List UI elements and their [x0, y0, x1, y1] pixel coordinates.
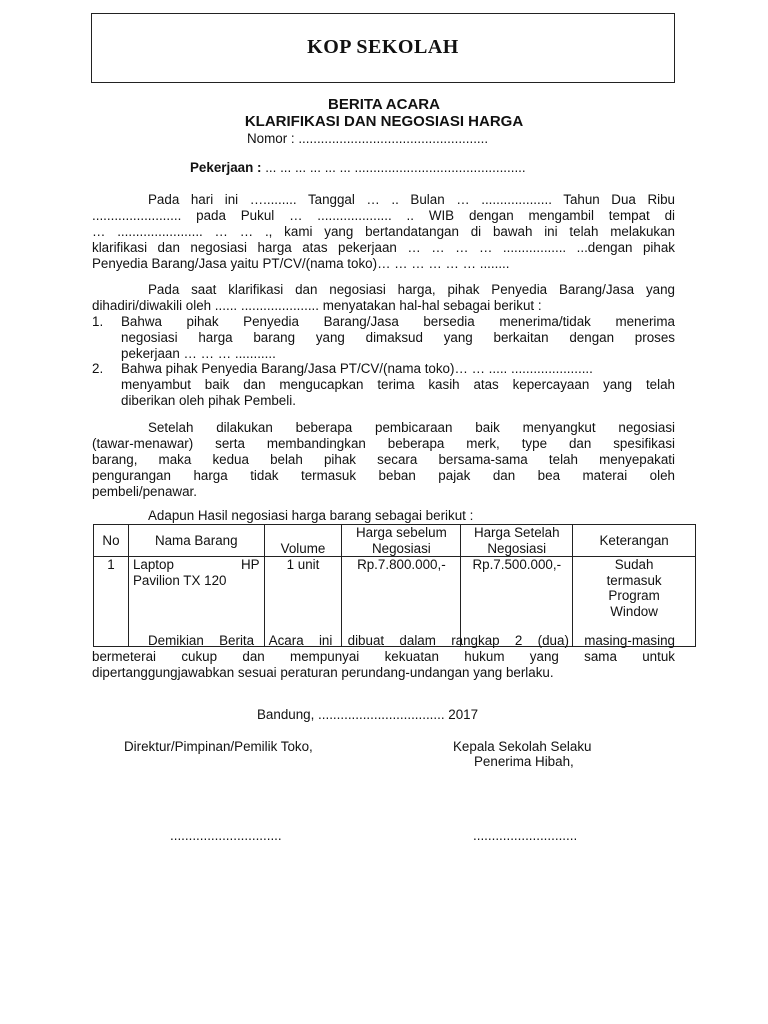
list-item-line: Bahwa pihak Penyedia Barang/Jasa PT/CV/(nama toko)… … ..... ...................... — [121, 361, 593, 376]
table-intro: Adapun Hasil negosiasi harga barang sebagai berikut : — [148, 508, 474, 523]
closing-line: Demikian Berita Acara ini dibuat dalam rangkap 2 (dua) masing-masing — [148, 633, 675, 648]
document-number: Nomor : ................................................... — [247, 131, 489, 146]
cell-nama-line — [133, 557, 260, 573]
list-number: 2. — [92, 361, 104, 376]
table-header-row — [94, 525, 696, 557]
closing-line: bermeterai cukup dan mempunyai kekuatan hukum yang sama untuk — [92, 649, 675, 664]
signatory-right-title: Kepala Sekolah Selaku — [453, 739, 592, 754]
list-number: 1. — [92, 314, 104, 329]
agreement-line: barang, maka kedua belah pihak secara bersama-sama telah menyepakati — [92, 452, 675, 467]
cell-harga-setelah: Rp.7.500.000,- — [461, 557, 573, 647]
header-harga-setelah — [461, 525, 573, 557]
signatory-left-title: Direktur/Pimpinan/Pemilik Toko, — [124, 739, 313, 754]
cell-keterangan-line: Sudah — [614, 557, 654, 572]
cell-nama-word: HP — [240, 557, 260, 572]
price-table — [93, 524, 696, 647]
place-date: Bandung, .................................. 2017 — [257, 707, 479, 722]
agreement-line: Setelah dilakukan beberapa pembicaraan baik menyangkut negosiasi — [148, 420, 675, 435]
header-harga-sebelum — [342, 525, 461, 557]
letterhead-box — [91, 13, 675, 83]
cell-keterangan-line: Window — [610, 603, 658, 619]
list-item-line: pekerjaan … … … ........... — [121, 346, 276, 361]
header-harga-sebelum-line: Harga sebelum — [355, 525, 447, 540]
header-volume: Volume — [264, 525, 342, 557]
statement-line: Pada saat klarifikasi dan negosiasi harga, pihak Penyedia Barang/Jasa yang — [148, 282, 675, 297]
header-harga-setelah-line: Negosiasi — [487, 540, 547, 556]
letterhead-title: KOP SEKOLAH — [307, 36, 459, 59]
header-no: No — [94, 525, 129, 557]
document-subtitle: KLARIFIKASI DAN NEGOSIASI HARGA — [244, 113, 524, 130]
header-keterangan: Keterangan — [573, 525, 696, 557]
pekerjaan-value: ... ... ... ... ... ... .............................................. — [261, 160, 526, 175]
pekerjaan-label: Pekerjaan : — [190, 160, 262, 175]
intro-line: … ....................... … … ., kami yang bertandatangan di bawah ini telah melakukan — [92, 224, 675, 239]
pekerjaan-line — [190, 160, 526, 176]
closing-line: dipertanggungjawabkan sesuai peraturan perundang-undangan yang berlaku. — [92, 665, 554, 680]
header-nama-barang: Nama Barang — [128, 525, 264, 557]
header-harga-setelah-line: Harga Setelah — [473, 525, 560, 540]
cell-harga-sebelum: Rp.7.800.000,- — [342, 557, 461, 647]
signature-line-left: .............................. — [170, 828, 282, 843]
list-item-line: Bahwa pihak Penyedia Barang/Jasa bersedia menerima/tidak menerima — [121, 314, 675, 329]
intro-line: klarifikasi dan negosiasi harga atas pekerjaan … … … … ................. ...dengan pihak — [92, 240, 675, 255]
agreement-line: (tawar-menawar) serta membandingkan beberapa merk, type dan spesifikasi — [92, 436, 675, 451]
cell-nama-word: Laptop — [132, 557, 174, 572]
cell-no: 1 — [94, 557, 129, 647]
signatory-right-title: Penerima Hibah, — [474, 754, 574, 769]
document-title: BERITA ACARA — [328, 96, 440, 113]
list-item-line: negosiasi harga barang yang dimaksud yang berkaitan dengan proses — [121, 330, 675, 345]
list-item-line: diberikan oleh pihak Pembeli. — [121, 393, 296, 408]
cell-keterangan-line: Program — [608, 588, 660, 603]
agreement-line: pengurangan harga tidak termasuk beban pajak dan bea materai oleh — [92, 468, 675, 483]
cell-keterangan-line: termasuk — [606, 572, 662, 588]
intro-line: ........................ pada Pukul … .................... .. WIB dengan mengambil tempat di — [92, 208, 675, 223]
intro-line: Pada hari ini …......... Tanggal … .. Bulan … ................... Tahun Dua Ribu — [148, 192, 675, 207]
agreement-line: pembeli/penawar. — [92, 484, 197, 499]
statement-line: dihadiri/diwakili oleh ...... ..................... menyatakan hal-hal sebagai berikut : — [92, 298, 542, 313]
signature-line-right: ............................ — [473, 828, 578, 843]
header-harga-sebelum-line: Negosiasi — [371, 540, 431, 556]
cell-volume: 1 unit — [264, 557, 342, 647]
list-item-line: menyambut baik dan mengucapkan terima kasih atas kepercayaan yang telah — [121, 377, 675, 392]
intro-line: Penyedia Barang/Jasa yaitu PT/CV/(nama toko)… … … … … … ........ — [92, 256, 510, 271]
cell-nama-line: Pavilion TX 120 — [132, 572, 227, 588]
